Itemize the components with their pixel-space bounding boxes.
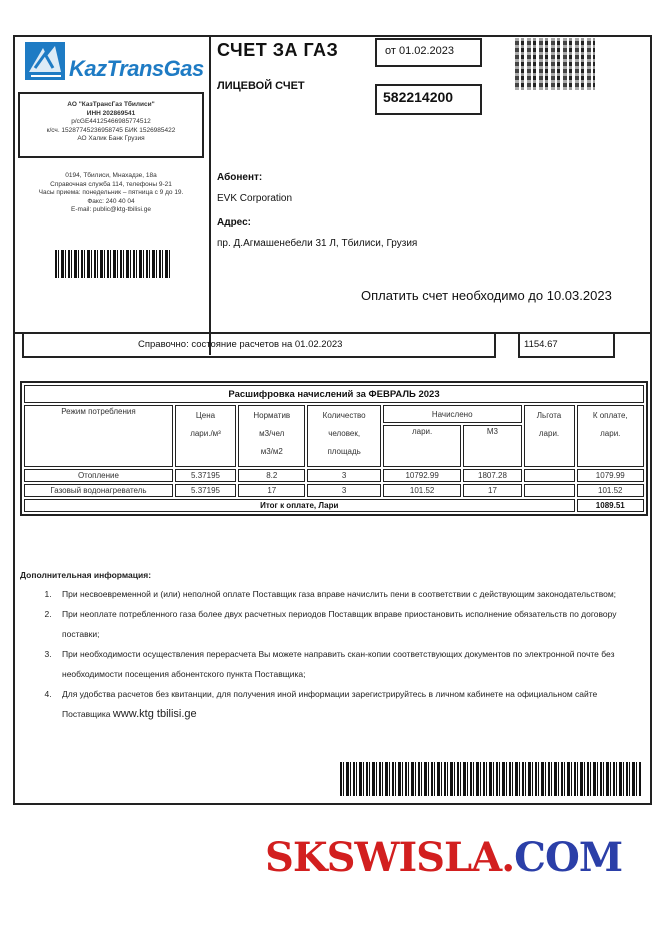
total-label: Итог к оплате, Лари <box>24 499 575 512</box>
company-bank: АО Халик Банк Грузия <box>77 135 145 142</box>
breakdown-table <box>20 381 648 516</box>
col-charged-m3: М3 <box>463 425 521 467</box>
company-barcode <box>55 250 170 278</box>
table-row <box>24 484 644 497</box>
info-item: 2. При неоплате потребленного газа более двух расчетных периодов Поставщик вправе приостановить исполнение обязательств по договору поставки; <box>54 604 644 644</box>
company-logo <box>25 42 210 84</box>
row-charged-m3: 1807.28 <box>463 469 521 482</box>
col-norm-line3: м3/м2 <box>260 447 283 456</box>
company-contacts <box>18 172 204 215</box>
info-item: 1. При несвоевременной и (или) неполной оплате Поставщик газа вправе начислить пени в соответствии с действующим законодательством; <box>54 584 644 604</box>
company-name: АО "КазТрансГаз Тбилиси" <box>67 101 155 108</box>
col-mode: Режим потребления <box>24 405 173 467</box>
col-topay <box>577 405 644 467</box>
contact-email: E-mail: public@ktg-tbilisi.ge <box>71 206 151 213</box>
account-number: 582214200 <box>383 89 454 105</box>
row-price: 5.37195 <box>175 469 236 482</box>
col-price-line2: лари./м³ <box>190 429 221 438</box>
row-topay: 1079.99 <box>577 469 644 482</box>
info-item <box>54 684 644 724</box>
row-qty: 3 <box>307 484 380 497</box>
row-charged-m3: 17 <box>463 484 521 497</box>
col-price <box>175 405 236 467</box>
watermark-part2: COM <box>514 834 623 881</box>
account-number-box <box>375 84 482 115</box>
col-qty-line2: человек, <box>328 429 361 438</box>
row-price: 5.37195 <box>175 484 236 497</box>
table-row <box>24 469 644 482</box>
logo-text: KazTransGas <box>69 56 204 81</box>
account-label: ЛИЦЕВОЙ СЧЕТ <box>217 80 305 92</box>
row-discount <box>524 469 575 482</box>
col-qty-line1: Количество <box>322 411 366 420</box>
col-discount-line2: лари. <box>538 429 560 438</box>
company-account: р/сGE44125466985774512 <box>71 118 151 125</box>
qr-code <box>515 38 595 90</box>
contact-address: 0194, Тбилиси, Мнахадзе, 18а <box>65 172 157 179</box>
additional-title: Дополнительная информация: <box>20 570 152 580</box>
address-label: Адрес: <box>217 217 251 228</box>
col-topay-line1: К оплате, <box>592 411 628 420</box>
col-qty-line3: площадь <box>327 447 361 456</box>
total-value: 1089.51 <box>577 499 644 512</box>
contact-phone: Справочная служба 114, телефоны 9-21 <box>50 180 172 188</box>
col-charged: Начислено <box>383 405 522 423</box>
info-item-text: Для удобства расчетов без квитанции, для получения иной информации зарегистрируйтесь в личном кабинете на официальном сайте Поставщика <box>62 689 598 719</box>
col-norm-line1: Норматив <box>253 411 291 420</box>
col-qty <box>307 405 380 467</box>
info-item: 3. При необходимости осуществления перерасчета Вы можете направить скан-копии соответствующих документов по электронной почте без необходимости посещения абонентского пункта Поставщика; <box>54 644 644 684</box>
col-charged-lari: лари. <box>383 425 462 467</box>
row-norm: 17 <box>238 484 305 497</box>
bill-date-box <box>375 38 482 67</box>
bill-date: от 01.02.2023 <box>385 45 455 57</box>
row-charged-lari: 101.52 <box>383 484 462 497</box>
watermark-dot: . <box>501 834 515 881</box>
col-discount-line1: Льгота <box>536 411 562 420</box>
col-topay-line2: лари. <box>600 429 621 438</box>
bottom-barcode <box>340 762 642 796</box>
company-bank-codes: к/сч. 15287745236958745 БИК 1526985422 <box>46 126 176 134</box>
watermark <box>265 834 622 881</box>
total-row <box>24 499 644 512</box>
watermark-part1: SKSWISLA <box>265 834 502 881</box>
due-date-text: Оплатить счет необходимо до 10.03.2023 <box>361 288 612 303</box>
row-topay: 101.52 <box>577 484 644 497</box>
company-legal-box <box>18 92 204 158</box>
subscriber-address: пр. Д.Агмашенебели 31 Л, Тбилиси, Грузия <box>217 238 418 249</box>
status-text: Справочно: состояние расчетов на 01.02.2023 <box>138 339 343 350</box>
contact-hours: Часы приема: понедельник – пятница с 9 до 19. <box>38 189 184 196</box>
status-value: 1154.67 <box>524 339 558 350</box>
subscriber-name: EVK Corporation <box>217 193 293 204</box>
row-norm: 8.2 <box>238 469 305 482</box>
col-norm-line2: м3/чел <box>259 429 285 438</box>
row-mode: Газовый водонагреватель <box>24 484 173 497</box>
col-discount <box>524 405 575 467</box>
bill-title: СЧЕТ ЗА ГАЗ <box>217 40 339 60</box>
row-charged-lari: 10792.99 <box>383 469 462 482</box>
col-norm <box>238 405 305 467</box>
logo-flame-icon <box>25 42 65 80</box>
row-qty: 3 <box>307 469 380 482</box>
additional-info <box>20 566 644 724</box>
subscriber-label: Абонент: <box>217 172 263 183</box>
contact-fax: Факс: 240 40 04 <box>87 197 135 205</box>
row-mode: Отопление <box>24 469 173 482</box>
website-link[interactable]: www.ktg tbilisi.ge <box>112 708 197 720</box>
col-price-line1: Цена <box>195 411 216 420</box>
row-discount <box>524 484 575 497</box>
company-inn: ИНН 202869541 <box>86 109 136 117</box>
breakdown-title: Расшифровка начислений за ФЕВРАЛЬ 2023 <box>24 385 644 403</box>
